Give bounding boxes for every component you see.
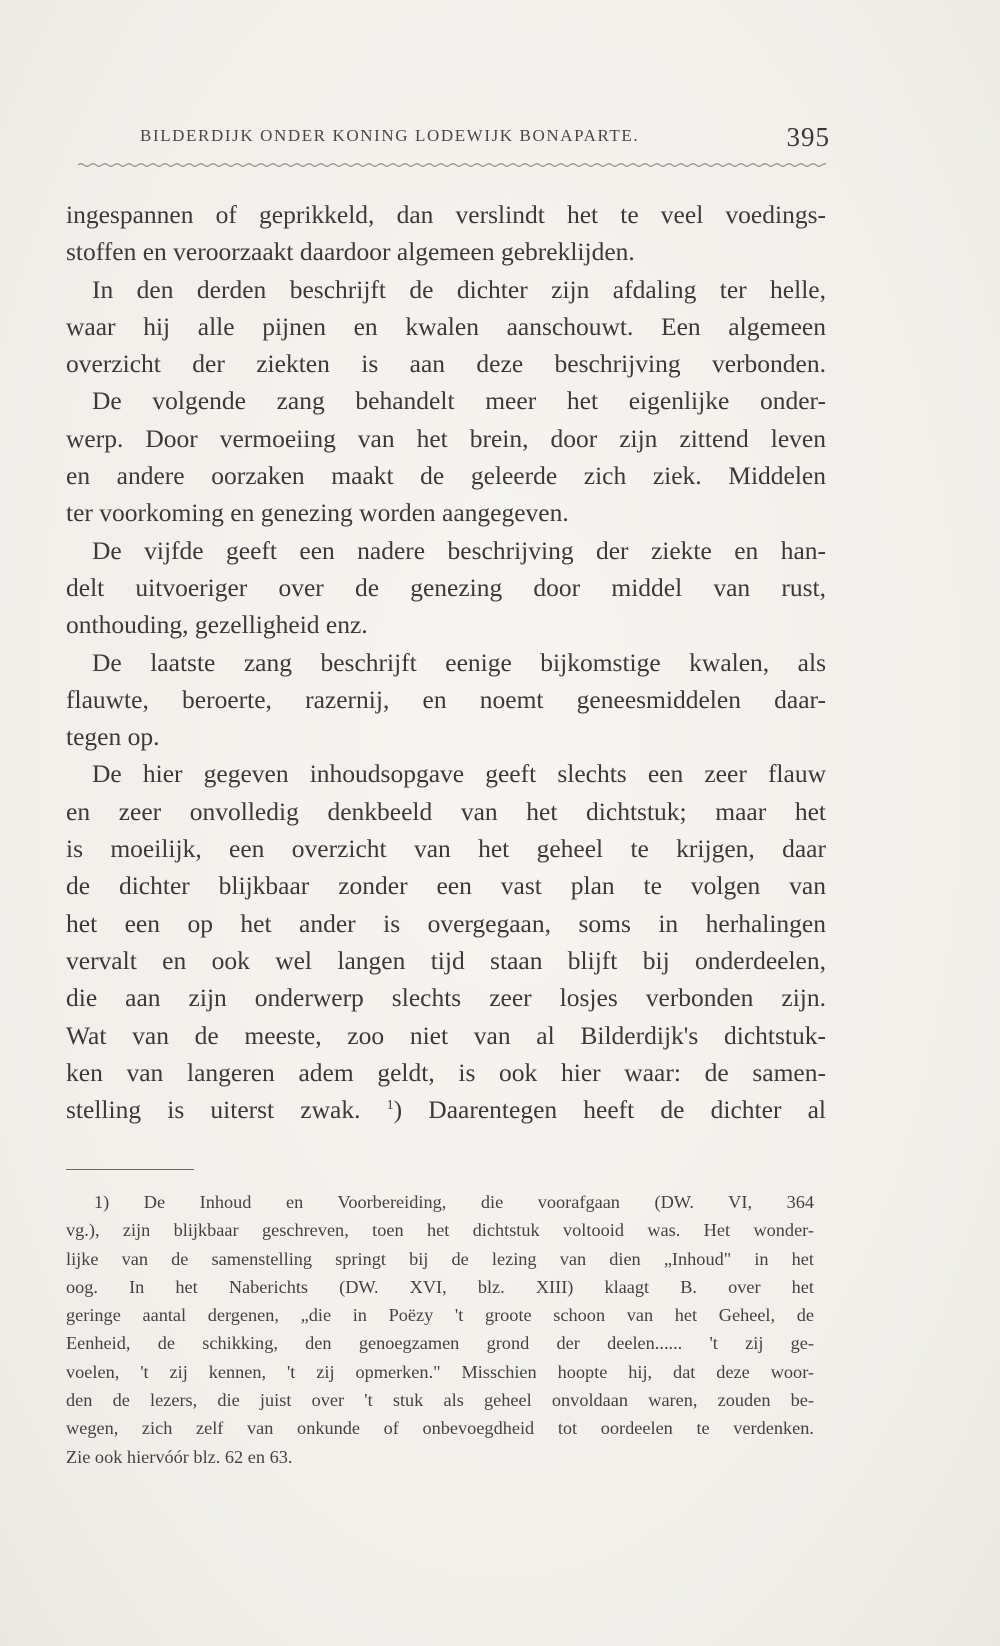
body-line-text: ) Daarentegen heeft de dichter al (393, 1095, 827, 1125)
body-line: De hier gegeven inhoudsopgave geeft slechts een zeer flauw (92, 759, 826, 789)
body-line: waar hij alle pijnen en kwalen aanschouwt. Een algemeen (66, 311, 826, 341)
body-line: vervalt en ook wel langen tijd staan blijft bij onderdeelen, (66, 945, 826, 975)
footnote-line: den de lezers, die juist over 't stuk als geheel onvoldaan waren, zouden be- (66, 1390, 814, 1411)
body-line: De vijfde geeft een nadere beschrijving der ziekte en han- (92, 535, 826, 565)
body-line: tegen op. (66, 722, 160, 752)
body-line: In den derden beschrijft de dichter zijn afdaling ter helle, (92, 274, 826, 304)
body-line: onthouding, gezelligheid enz. (66, 610, 368, 640)
footnote-line: vg.), zijn blijkbaar geschreven, toen het dichtstuk voltooid was. Het wonder- (66, 1220, 814, 1241)
running-head (140, 122, 830, 158)
body-line: de dichter blijkbaar zonder een vast plan te volgen van (66, 871, 826, 901)
body-line: Wat van de meeste, zoo niet van al Bilderdijk's dichtstuk- (66, 1020, 826, 1050)
body-line: die aan zijn onderwerp slechts zeer losjes verbonden zijn. (66, 983, 826, 1013)
body-line: De laatste zang beschrijft eenige bijkomstige kwalen, als (92, 647, 826, 677)
wavy-ornament-rule (78, 161, 826, 169)
footnote-line: Zie ook hiervóór blz. 62 en 63. (66, 1446, 293, 1467)
footnote-line: oog. In het Naberichts (DW. XVI, blz. XIII) klaagt B. over het (66, 1276, 814, 1297)
running-title: BILDERDIJK ONDER KONING LODEWIJK BONAPARTE. (140, 126, 640, 145)
body-line: werp. Door vermoeiing van het brein, door zijn zittend leven (66, 423, 826, 453)
footnote-line: Eenheid, de schikking, den genoegzamen grond der deelen...... 't zij ge- (66, 1333, 814, 1354)
footnote-line: geringe aantal dergenen, „die in Poëzy 't groote schoon van het Geheel, de (66, 1305, 814, 1326)
body-text (66, 196, 826, 1128)
body-line: ken van langeren adem geldt, is ook hier waar: de samen- (66, 1057, 826, 1087)
body-line: stoffen en veroorzaakt daardoor algemeen gebreklijden. (66, 237, 635, 267)
footnote-line: 1) De Inhoud en Voorbereiding, die voorafgaan (DW. VI, 364 (94, 1192, 814, 1212)
footnote-line: lijke van de samenstelling springt bij de lezing van dien „Inhoud" in het (66, 1248, 814, 1269)
footnote-line: voelen, 't zij kennen, 't zij opmerken." Misschien hoopte hij, dat deze woor- (66, 1361, 814, 1382)
body-line: ingespannen of geprikkeld, dan verslindt het te veel voedings- (66, 200, 826, 229)
body-line-with-note (66, 1091, 826, 1128)
body-line: het een op het ander is overgegaan, soms in herhalingen (66, 908, 826, 938)
body-line: overzicht der ziekten is aan deze beschrijving verbonden. (66, 349, 826, 379)
footnote-line: wegen, zich zelf van onkunde of onbevoegdheid tot oordeelen te verdenken. (66, 1418, 814, 1439)
body-line: flauwte, beroerte, razernij, en noemt geneesmiddelen daar- (66, 684, 826, 714)
footnote-rule (66, 1169, 194, 1170)
body-line: delt uitvoeriger over de genezing door middel van rust, (66, 572, 826, 602)
footnote-marker: 1 (386, 1098, 394, 1114)
body-line: is moeilijk, een overzicht van het geheel te krijgen, daar (66, 834, 826, 864)
page-number: 395 (786, 122, 830, 152)
body-line: De volgende zang behandelt meer het eigenlijke onder- (92, 386, 826, 416)
body-line-text: stelling is uiterst zwak. (66, 1095, 361, 1125)
body-line: en zeer onvolledig denkbeeld van het dichtstuk; maar het (66, 796, 826, 826)
body-line: ter voorkoming en genezing worden aangegeven. (66, 498, 569, 528)
body-line: en andere oorzaken maakt de geleerde zich ziek. Middelen (66, 461, 826, 491)
footnotes (66, 1188, 814, 1471)
